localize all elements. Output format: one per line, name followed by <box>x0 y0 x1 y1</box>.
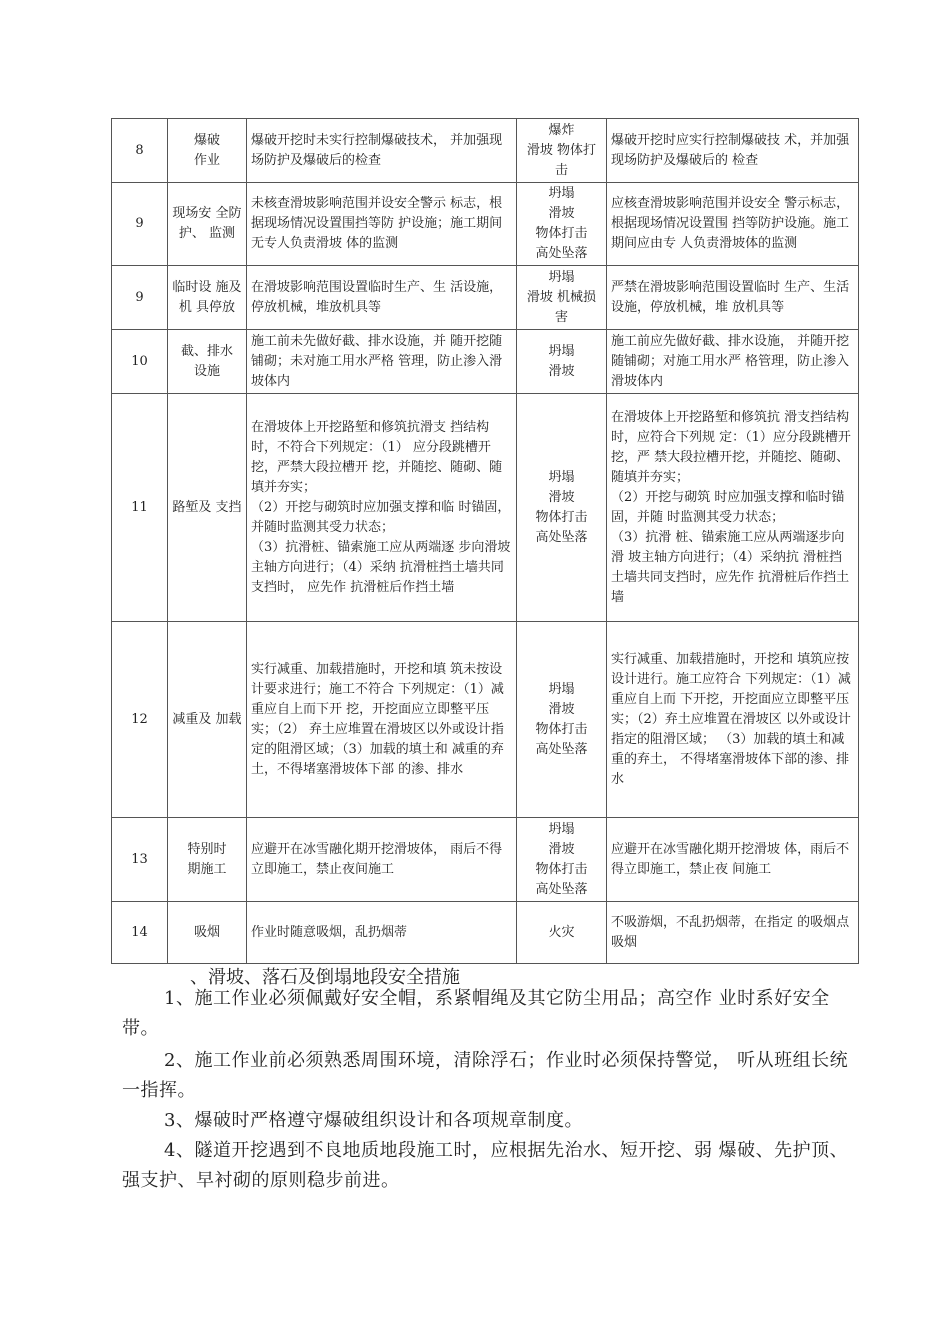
safety-paragraph: 2、施工作业前必须熟悉周围环境，清除浮石；作业时必须保持警觉， 听从班组长统一指挥。 <box>122 1050 849 1101</box>
work-item: 截、排水 设施 <box>168 330 247 394</box>
work-item: 现场安 全防护、 监测 <box>168 183 247 266</box>
work-item: 吸烟 <box>168 902 247 964</box>
control-measure: 不吸游烟，不乱扔烟蒂，在指定 的吸烟点吸烟 <box>607 902 859 964</box>
hazard-description: 施工前未先做好截、排水设施，并 随开挖随铺砌；未对施工用水严格 管理，防止渗入滑坡体内 <box>247 330 517 394</box>
table-row <box>112 266 859 330</box>
work-item: 路堑及 支挡 <box>168 394 247 622</box>
table-row <box>112 119 859 183</box>
work-item: 爆破 作业 <box>168 119 247 183</box>
table-row <box>112 902 859 964</box>
row-number: 8 <box>112 119 168 183</box>
section-title: 、滑坡、落石及倒塌地段安全措施 <box>190 967 460 988</box>
hazard-description: 在滑坡影响范围设置临时生产、生 活设施，停放机械，堆放机具等 <box>247 266 517 330</box>
row-number: 9 <box>112 266 168 330</box>
accident-type: 坍塌 滑坡 物体打击 高处坠落 <box>517 622 607 818</box>
row-number: 13 <box>112 818 168 902</box>
accident-type: 坍塌 滑坡 物体打击 高处坠落 <box>517 394 607 622</box>
row-number: 12 <box>112 622 168 818</box>
table-row <box>112 818 859 902</box>
work-item: 减重及 加载 <box>168 622 247 818</box>
row-number: 9 <box>112 183 168 266</box>
control-measure: 应核查滑坡影响范围并设安全 警示标志，根据现场情况设置围 挡等防护设施。施工期间应由专 人负责滑坡体的监测 <box>607 183 859 266</box>
control-measure: 在滑坡体上开挖路堑和修筑抗 滑支挡结构时，应符合下列规 定：（1）应分段跳槽开挖，严 禁大段拉槽开挖，并随挖、随砌、 随填并夯实； （2）开挖与砌筑 时应加强支撑和临时锚固，并随 时监测其受力状态； （3）抗滑 桩、锚索施工应从两端逐步向滑 坡主轴方向进行；（4）采纳抗 滑桩挡土墙共同支挡时，应先作 抗滑桩后作挡土墙 <box>607 394 859 622</box>
hazard-description: 应避开在冰雪融化期开挖滑坡体， 雨后不得立即施工，禁止夜间施工 <box>247 818 517 902</box>
accident-type: 坍塌 滑坡 机械损害 <box>517 266 607 330</box>
accident-type: 爆炸 滑坡 物体打击 <box>517 119 607 183</box>
row-number: 10 <box>112 330 168 394</box>
accident-type: 坍塌 滑坡 物体打击 高处坠落 <box>517 818 607 902</box>
table-row <box>112 622 859 818</box>
control-measure: 施工前应先做好截、排水设施， 并随开挖随铺砌；对施工用水严 格管理，防止渗入滑坡体内 <box>607 330 859 394</box>
hazard-description: 未核查滑坡影响范围并设安全警示 标志，根据现场情况设置围挡等防 护设施；施工期间无专人负责滑坡 体的监测 <box>247 183 517 266</box>
table-row <box>112 183 859 266</box>
risk-table <box>111 118 859 964</box>
hazard-description: 爆破开挖时未实行控制爆破技术， 并加强现场防护及爆破后的检查 <box>247 119 517 183</box>
control-measure: 严禁在滑坡影响范围设置临时 生产、生活设施，停放机械，堆 放机具等 <box>607 266 859 330</box>
accident-type: 坍塌 滑坡 物体打击 高处坠落 <box>517 183 607 266</box>
table-row <box>112 394 859 622</box>
control-measure: 实行减重、加载措施时，开挖和 填筑应按设计进行。施工应符合 下列规定：（1）减重应自上而 下开挖，开挖面应立即整平压 实；（2）弃土应堆置在滑坡区 以外或设计指定的阻滑区域； （3）加载的填土和减重的弃土， 不得堵塞滑坡体下部的渗、排水 <box>607 622 859 818</box>
safety-paragraph: 4、隧道开挖遇到不良地质地段施工时，应根据先治水、短开挖、弱 爆破、先护顶、强支护、早衬砌的原则稳步前进。 <box>122 1140 849 1191</box>
row-number: 11 <box>112 394 168 622</box>
hazard-description: 在滑坡体上开挖路堑和修筑抗滑支 挡结构时，不符合下列规定：（1） 应分段跳槽开挖，严禁大段拉槽开 挖，并随挖、随砌、随填并夯实； （2）开挖与砌筑时应加强支撑和临 时锚固，并随时监测其受力状态； （3）抗滑桩、锚索施工应从两端逐 步向滑坡主轴方向进行；（4）采纳 抗滑桩挡土墙共同支挡时， 应先作 抗滑桩后作挡土墙 <box>247 394 517 622</box>
row-number: 14 <box>112 902 168 964</box>
table-row <box>112 330 859 394</box>
work-item: 特别时 期施工 <box>168 818 247 902</box>
control-measure: 应避开在冰雪融化期开挖滑坡 体，雨后不得立即施工，禁止夜 间施工 <box>607 818 859 902</box>
accident-type: 坍塌 滑坡 <box>517 330 607 394</box>
safety-paragraph: 3、爆破时严格遵守爆破组织设计和各项规章制度。 <box>164 1110 583 1131</box>
control-measure: 爆破开挖时应实行控制爆破技 术，并加强现场防护及爆破后的 检查 <box>607 119 859 183</box>
accident-type: 火灾 <box>517 902 607 964</box>
hazard-description: 作业时随意吸烟，乱扔烟蒂 <box>247 902 517 964</box>
safety-paragraph: 1、施工作业必须佩戴好安全帽，系紧帽绳及其它防尘用品；高空作 业时系好安全带。 <box>122 988 830 1039</box>
hazard-description: 实行减重、加载措施时，开挖和填 筑未按设计要求进行；施工不符合 下列规定：（1）减重应自上而下开 挖，开挖面应立即整平压实；（2） 弃土应堆置在滑坡区以外或设计指 定的阻滑区域；（3）加载的填土和 减重的弃土，不得堵塞滑坡体下部 的渗、排水 <box>247 622 517 818</box>
work-item: 临时设 施及机 具停放 <box>168 266 247 330</box>
